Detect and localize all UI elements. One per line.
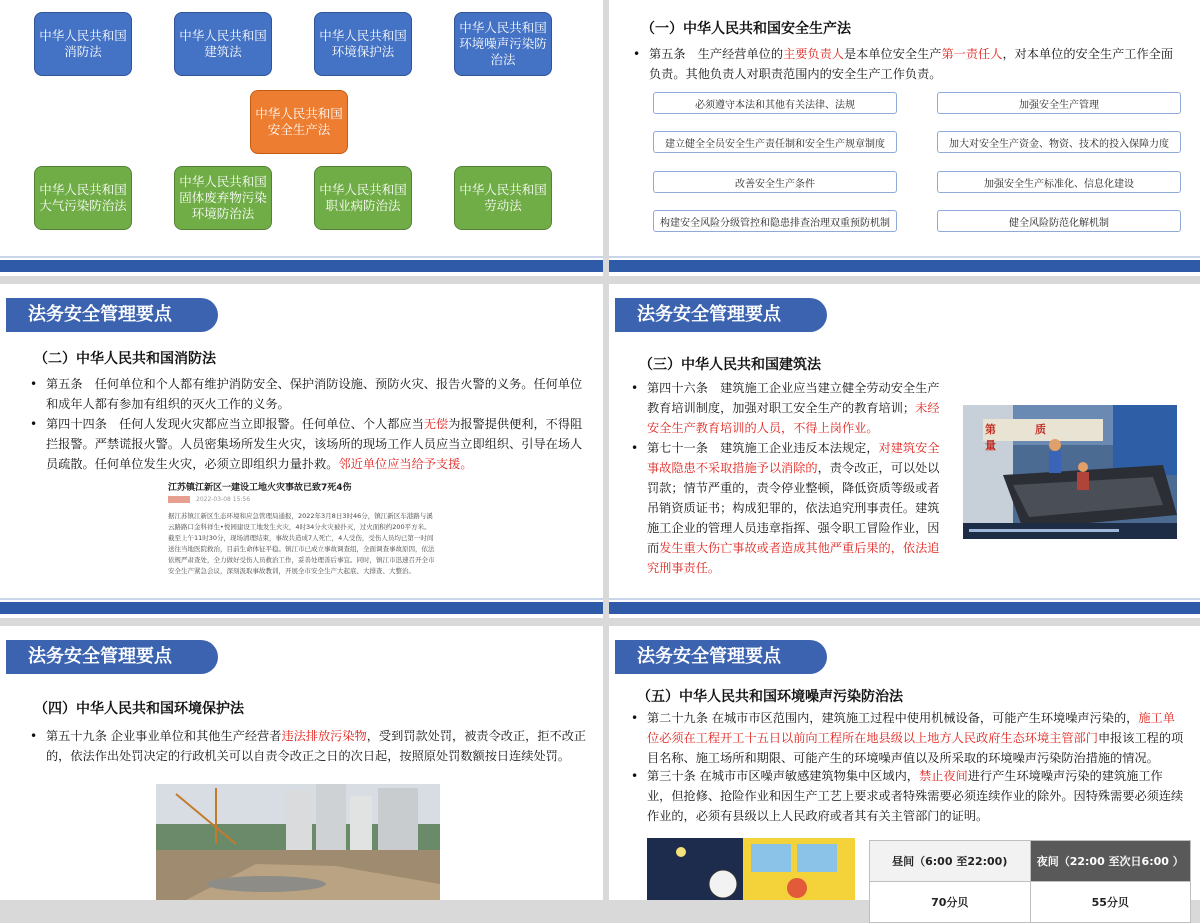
slide-footer-bar <box>609 260 1200 272</box>
slide-title: （三）中华人民共和国建筑法 <box>639 357 821 373</box>
article-44-text: • 第四十四条 任何人发现火灾都应当立即报警。任何单位、个人都应当无偿为报警提供便利，不得阻拦报警。严禁谎报火警。人员密集场所发生火灾，该场所的现场工作人员应当立即组织、引导在场人员疏散。任何单位发生火灾，必须立即组织力量扑救。邻近单位应当给予支援。 <box>30 417 583 471</box>
duty-pill: 加强安全生产管理 <box>937 92 1181 114</box>
section-header: 法务安全管理要点 <box>615 298 827 332</box>
news-meta <box>168 496 436 503</box>
law-box-air[interactable]: 中华人民共和国大气污染防治法 <box>34 166 132 230</box>
construction-site-photo[interactable] <box>156 784 440 900</box>
slide-noise-law <box>609 626 1200 909</box>
day-header-cell: 昼间（6:00 至22:00) <box>870 841 1031 882</box>
construction-site-image <box>156 784 440 900</box>
noise-limit-table <box>869 840 1191 923</box>
article-46-text: • 第四十六条 建筑施工企业应当建立健全劳动安全生产教育培训制度，加强对职工安全生产的教育培训；未经安全生产教育培训的人员，不得上岗作业。 <box>631 381 940 435</box>
news-title: 江苏镇江新区一建设工地火灾事故已致7死4伤 <box>168 483 352 493</box>
duty-pill: 必须遵守本法和其他有关法律、法规 <box>653 92 897 114</box>
section-header: 法务安全管理要点 <box>615 640 827 674</box>
article-5-text: • 第五条 任何单位和个人都有维护消防安全、保护消防设施、预防火灾、报告火警的义务。任何单位和成年人都有参加有组织的灭火工作的义务。 <box>30 377 583 411</box>
slide-safety-law <box>609 0 1200 276</box>
day-value-cell: 70分贝 <box>870 882 1031 923</box>
duty-pill: 改善安全生产条件 <box>653 171 897 193</box>
construction-safety-illustration[interactable] <box>963 405 1177 539</box>
slide-title: （四）中华人民共和国环境保护法 <box>34 701 244 717</box>
law-box-safety[interactable]: 中华人民共和国安全生产法 <box>250 90 348 154</box>
slide-title: （五）中华人民共和国环境噪声污染防治法 <box>637 689 903 705</box>
article-29-text: • 第二十九条 在城市市区范围内，建筑施工过程中使用机械设备，可能产生环境噪声污染的，施工单位必须在工程开工十五日以前向工程所在地县级以上地方人民政府生态环境主管部门申报该工程的项目名称、施工场所和期限、可能产生的环境噪声值以及所采取的环境噪声污染防治措施的情况。 <box>631 711 1184 765</box>
duty-pill: 构建安全风险分级管控和隐患排查治理双重预防机制 <box>653 210 897 232</box>
slide-footer-bar <box>0 602 603 614</box>
article-71-text: • 第七十一条 建筑施工企业违反本法规定，对建筑安全事故隐患不采取措施予以消除的，责令改正，可以处以罚款；情节严重的，责令停业整顿，降低资质等级或者吊销资质证书；构成犯罪的，依法追究刑事责任。建筑施工企业的管理人员违章指挥、强令职工冒险作业，因而发生重大伤亡事故或者造成其他严重后果的，依法追究刑事责任。 <box>631 441 940 575</box>
slide-title: （一）中华人民共和国安全生产法 <box>641 21 851 37</box>
night-header-cell: 夜间（22:00 至次日6:00 ） <box>1030 841 1191 882</box>
slide-title: （二）中华人民共和国消防法 <box>34 351 216 367</box>
illustration-sign: 第 质 量 <box>985 423 1085 452</box>
duty-pill: 建立健全全员安全生产责任制和安全生产规章制度 <box>653 131 897 153</box>
article-59-text: • 第五十九条 企业事业单位和其他生产经营者违法排放污染物，受到罚款处罚，被责令改正，拒不改正的，依法作出处罚决定的行政机关可以自责令改正之日的次日起，按照原处罚数额按日连续处罚。 <box>30 729 587 763</box>
slide-construction-law <box>609 284 1200 618</box>
slide-environment-law <box>0 626 603 900</box>
duty-pill: 加强安全生产标准化、信息化建设 <box>937 171 1181 193</box>
law-box-fire[interactable]: 中华人民共和国消防法 <box>34 12 132 76</box>
article-30-text: • 第三十条 在城市市区噪声敏感建筑物集中区域内，禁止夜间进行产生环境噪声污染的建筑施工作业，但抢修、抢险作业和因生产工艺上要求或者特殊需要必须连续作业的除外。因特殊需要必须连续作业的，必须有县级以上人民政府或者其有关主管部门的证明。 <box>631 769 1184 823</box>
news-body: 据江苏镇江新区生态环境和应急管理局通报，2022年3月8日3时46分，镇江新区车港路与溪云路路口金科祥生•悦园建设工地发生火灾，4时34分火灾被扑灭，过火面积约200平方米。截至上午11时30分，现场清理结束，事故共造成7人死亡，4人受伤，受伤人员均已第一时间送往当地医院救治，目前生命体征平稳。镇江市已成立事故调查组，全面调查事故原因，依法依规严肃查处，全力做好受伤人员救治工作，妥善处理善后事宜。同时，镇江市迅速召开全市安全生产紧急会议，深刻汲取事故教训，开展全市安全生产大起底、大排查、大整治。 <box>168 512 435 575</box>
noise-cartoon-image <box>647 838 855 900</box>
slide-fire-law <box>0 284 603 618</box>
law-box-solid-waste[interactable]: 中华人民共和国固体废弃物污染环境防治法 <box>174 166 272 230</box>
night-value-cell: 55分贝 <box>1030 882 1191 923</box>
news-date: 2022-03-08 15:56 <box>196 496 251 503</box>
duty-pill: 健全风险防范化解机制 <box>937 210 1181 232</box>
duty-pill: 加大对安全生产资金、物资、技术的投入保障力度 <box>937 131 1181 153</box>
noise-cartoon[interactable] <box>647 838 855 900</box>
law-box-occupational[interactable]: 中华人民共和国职业病防治法 <box>314 166 412 230</box>
news-clipping <box>168 480 436 596</box>
section-header: 法务安全管理要点 <box>6 298 218 332</box>
slide-law-overview <box>0 0 603 276</box>
article-5-text: • 第五条 生产经营单位的主要负责人是本单位安全生产第一责任人，对本单位的安全生产工作全面负责。其他负责人对职责范围内的安全生产工作负责。 <box>633 47 1174 81</box>
section-header: 法务安全管理要点 <box>6 640 218 674</box>
law-box-environment[interactable]: 中华人民共和国环境保护法 <box>314 12 412 76</box>
law-box-labor[interactable]: 中华人民共和国劳动法 <box>454 166 552 230</box>
law-box-construction[interactable]: 中华人民共和国建筑法 <box>174 12 272 76</box>
slide-footer-bar <box>0 260 603 272</box>
law-box-noise[interactable]: 中华人民共和国环境噪声污染防治法 <box>454 12 552 76</box>
slide-footer-bar <box>609 602 1200 614</box>
news-logo <box>168 496 190 503</box>
